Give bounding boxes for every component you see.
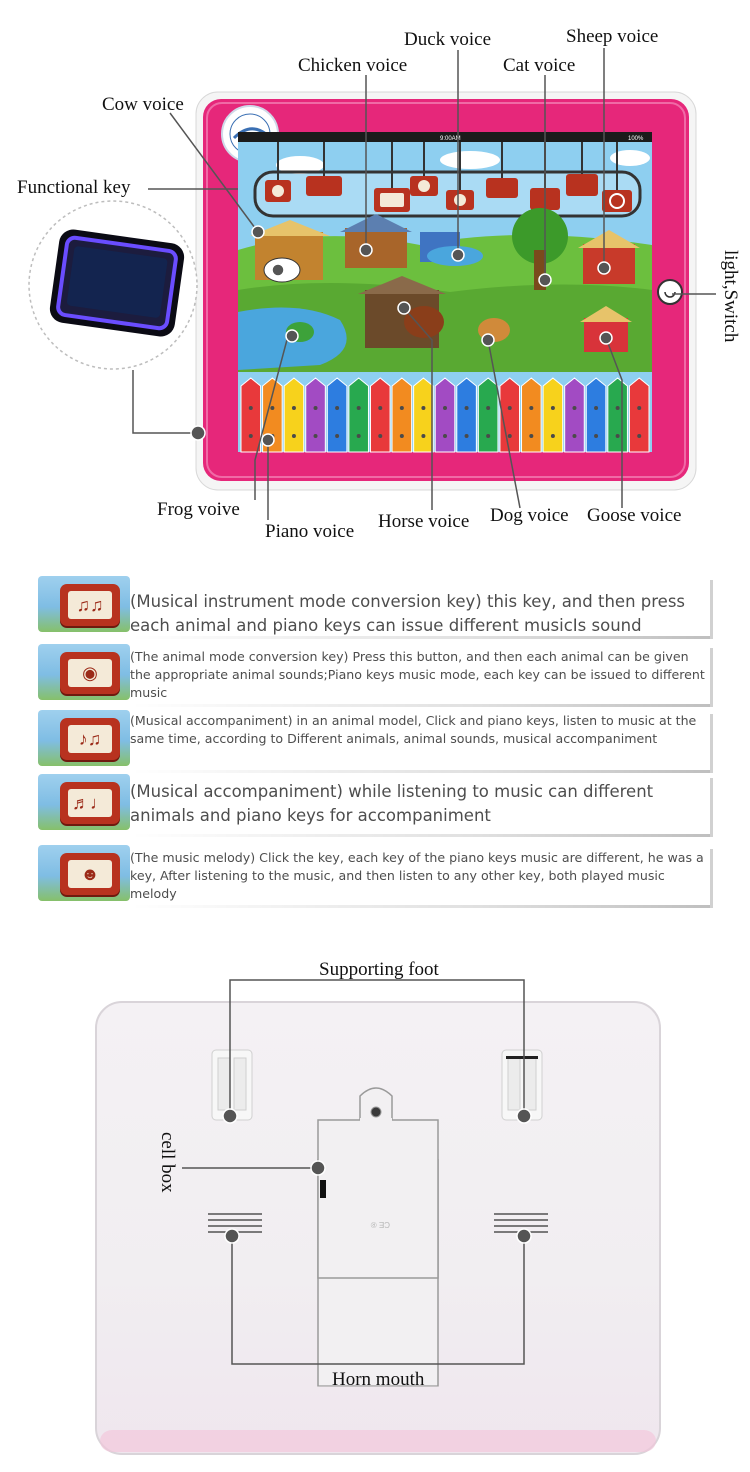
piano-key — [306, 378, 326, 452]
horn-mouth-label: Horn mouth — [332, 1369, 425, 1390]
sheep-voice-label: Sheep voice — [566, 26, 659, 47]
feature-text: (Musical accompaniment) in an animal model, Click and piano keys, listen to music at the same time, according to Different animals, animal sounds, musical accompaniment — [130, 713, 697, 746]
piano-key — [478, 378, 498, 452]
light-switch-label: light,Switch — [720, 250, 741, 343]
piano-key — [522, 378, 542, 452]
piano-key — [241, 378, 261, 452]
cell-box-label: cell box — [157, 1132, 178, 1193]
piano-key — [565, 378, 585, 452]
feature-list — [0, 570, 750, 910]
cell-box-screw — [371, 1107, 381, 1117]
feature-row — [38, 710, 710, 770]
feature-row — [38, 576, 710, 636]
cat-voice-label: Cat voice — [503, 55, 576, 76]
feature-text: (The animal mode conversion key) Press this button, and then each animal can be given the appropriate animal sounds;Piano keys music mode, each key can be issued to different music — [130, 649, 705, 700]
piano-key — [435, 378, 455, 452]
piano-voice-label: Piano voice — [265, 521, 355, 542]
music-staff-icon: ♪♫ — [68, 725, 112, 753]
piano-key — [392, 378, 412, 452]
feature-row — [38, 774, 710, 834]
chicken-voice-label: Chicken voice — [298, 55, 408, 76]
feature-text: (Musical accompaniment) while listening to music can different animals and piano keys for accompaniment — [130, 782, 654, 825]
music-notes-icon: ♬♩ — [68, 789, 112, 817]
piano-key — [457, 378, 477, 452]
dog-face-icon: ◉ — [68, 659, 112, 687]
feature-thumbnail — [38, 710, 130, 766]
tablet-back-illustration — [0, 940, 750, 1472]
dog-voice-label: Dog voice — [490, 505, 569, 526]
piano-key — [543, 378, 563, 452]
piano-key — [629, 378, 649, 452]
horse-voice-label: Horse voice — [378, 511, 470, 532]
status-battery: 100% — [628, 136, 644, 142]
tablet-front-section — [0, 0, 750, 555]
feature-thumbnail — [38, 845, 130, 901]
piano-keys — [241, 378, 649, 452]
feature-thumbnail — [38, 774, 130, 830]
status-time: 9:00AM — [440, 136, 461, 142]
tablet-front-illustration — [0, 0, 750, 555]
feature-row — [38, 644, 710, 704]
feature-row — [38, 845, 710, 905]
piano-keys-icon: ♫♫ — [68, 591, 112, 619]
piano-key — [327, 378, 347, 452]
feature-text: (Musical instrument mode conversion key) this key, and then press each animal and piano keys can issue different musicIs sound — [130, 592, 686, 635]
cow-voice-label: Cow voice — [102, 94, 184, 115]
light-switch-knob — [658, 280, 682, 304]
piano-key — [284, 378, 304, 452]
frog-voice-label: Frog voive — [157, 499, 240, 520]
svg-text:CE ®: CE ® — [370, 1220, 390, 1229]
goose-voice-label: Goose voice — [587, 505, 682, 526]
piano-key — [414, 378, 434, 452]
feature-thumbnail — [38, 576, 130, 632]
feature-text: (The music melody) Click the key, each key of the piano keys music are different, he was a key, After listening to the music, and then listen to any other key, both played music melody — [130, 850, 704, 901]
girl-face-icon: ☻ — [68, 860, 112, 888]
piano-key — [586, 378, 606, 452]
functional-key-label: Functional key — [17, 177, 131, 198]
piano-key — [349, 378, 369, 452]
tablet-back-section — [0, 940, 750, 1472]
duck-voice-label: Duck voice — [404, 29, 492, 50]
feature-thumbnail — [38, 644, 130, 700]
piano-key — [370, 378, 390, 452]
supporting-foot-label: Supporting foot — [319, 959, 439, 980]
piano-key — [608, 378, 628, 452]
